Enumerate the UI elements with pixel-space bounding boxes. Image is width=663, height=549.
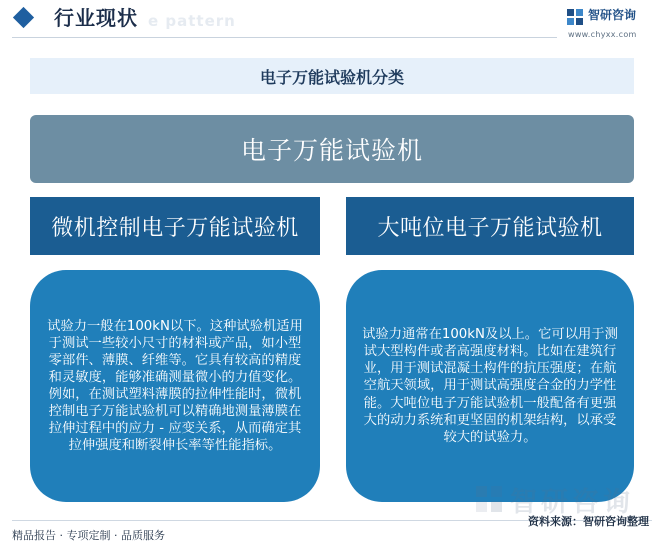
chyxx-logo-icon: [566, 8, 584, 26]
root-node: 电子万能试验机: [30, 115, 634, 183]
watermark-logo-icon: [474, 484, 504, 514]
diamond-bullet-icon: [13, 7, 34, 28]
brand-name: 智研咨询: [588, 8, 637, 22]
watermark-text: 智研咨询: [510, 487, 634, 518]
brand-url: www.chyxx.com: [568, 30, 637, 39]
category-description: 试验力通常在100kN及以上。它可以用于测试大型构件或者高强度材料。比如在建筑行业，用于测试混凝土构件的抗压强度；在航空航天领域，用于测试高强度合金的力学性能。大吨位电子万能试验机一般配备有更强大的动力系统和更坚固的机架结构，以承受较大的试验力。: [362, 327, 618, 445]
brand: [566, 6, 658, 40]
category-header-large-tonnage: 大吨位电子万能试验机: [346, 197, 634, 255]
header-ghost-text: e pattern: [148, 12, 236, 30]
page-title: 行业现状: [54, 6, 138, 30]
header: [0, 0, 663, 42]
category-card-large-tonnage: [346, 270, 634, 502]
footer-source: 资料来源：智研咨询整理: [528, 515, 649, 528]
footer-slogan: 精品报告 · 专项定制 · 品质服务: [12, 529, 165, 542]
category-card-microcomputer: [30, 270, 320, 502]
diagram-banner-title: 电子万能试验机分类: [30, 58, 634, 94]
header-divider: [12, 37, 557, 38]
category-header-microcomputer: 微机控制电子万能试验机: [30, 197, 320, 255]
category-description: 试验力一般在100kN以下。这种试验机适用于测试一些较小尺寸的材料或产品，如小型零部件、薄膜、纤维等。它具有较高的精度和灵敏度，能够准确测量微小的力值变化。例如，在测试塑料薄膜的拉伸性能时，微机控制电子万能试验机可以精确地测量薄膜在拉伸过程中的应力 - 应变关系，从而确定其拉伸强度和断裂伸长率等性能指标。: [47, 318, 303, 454]
